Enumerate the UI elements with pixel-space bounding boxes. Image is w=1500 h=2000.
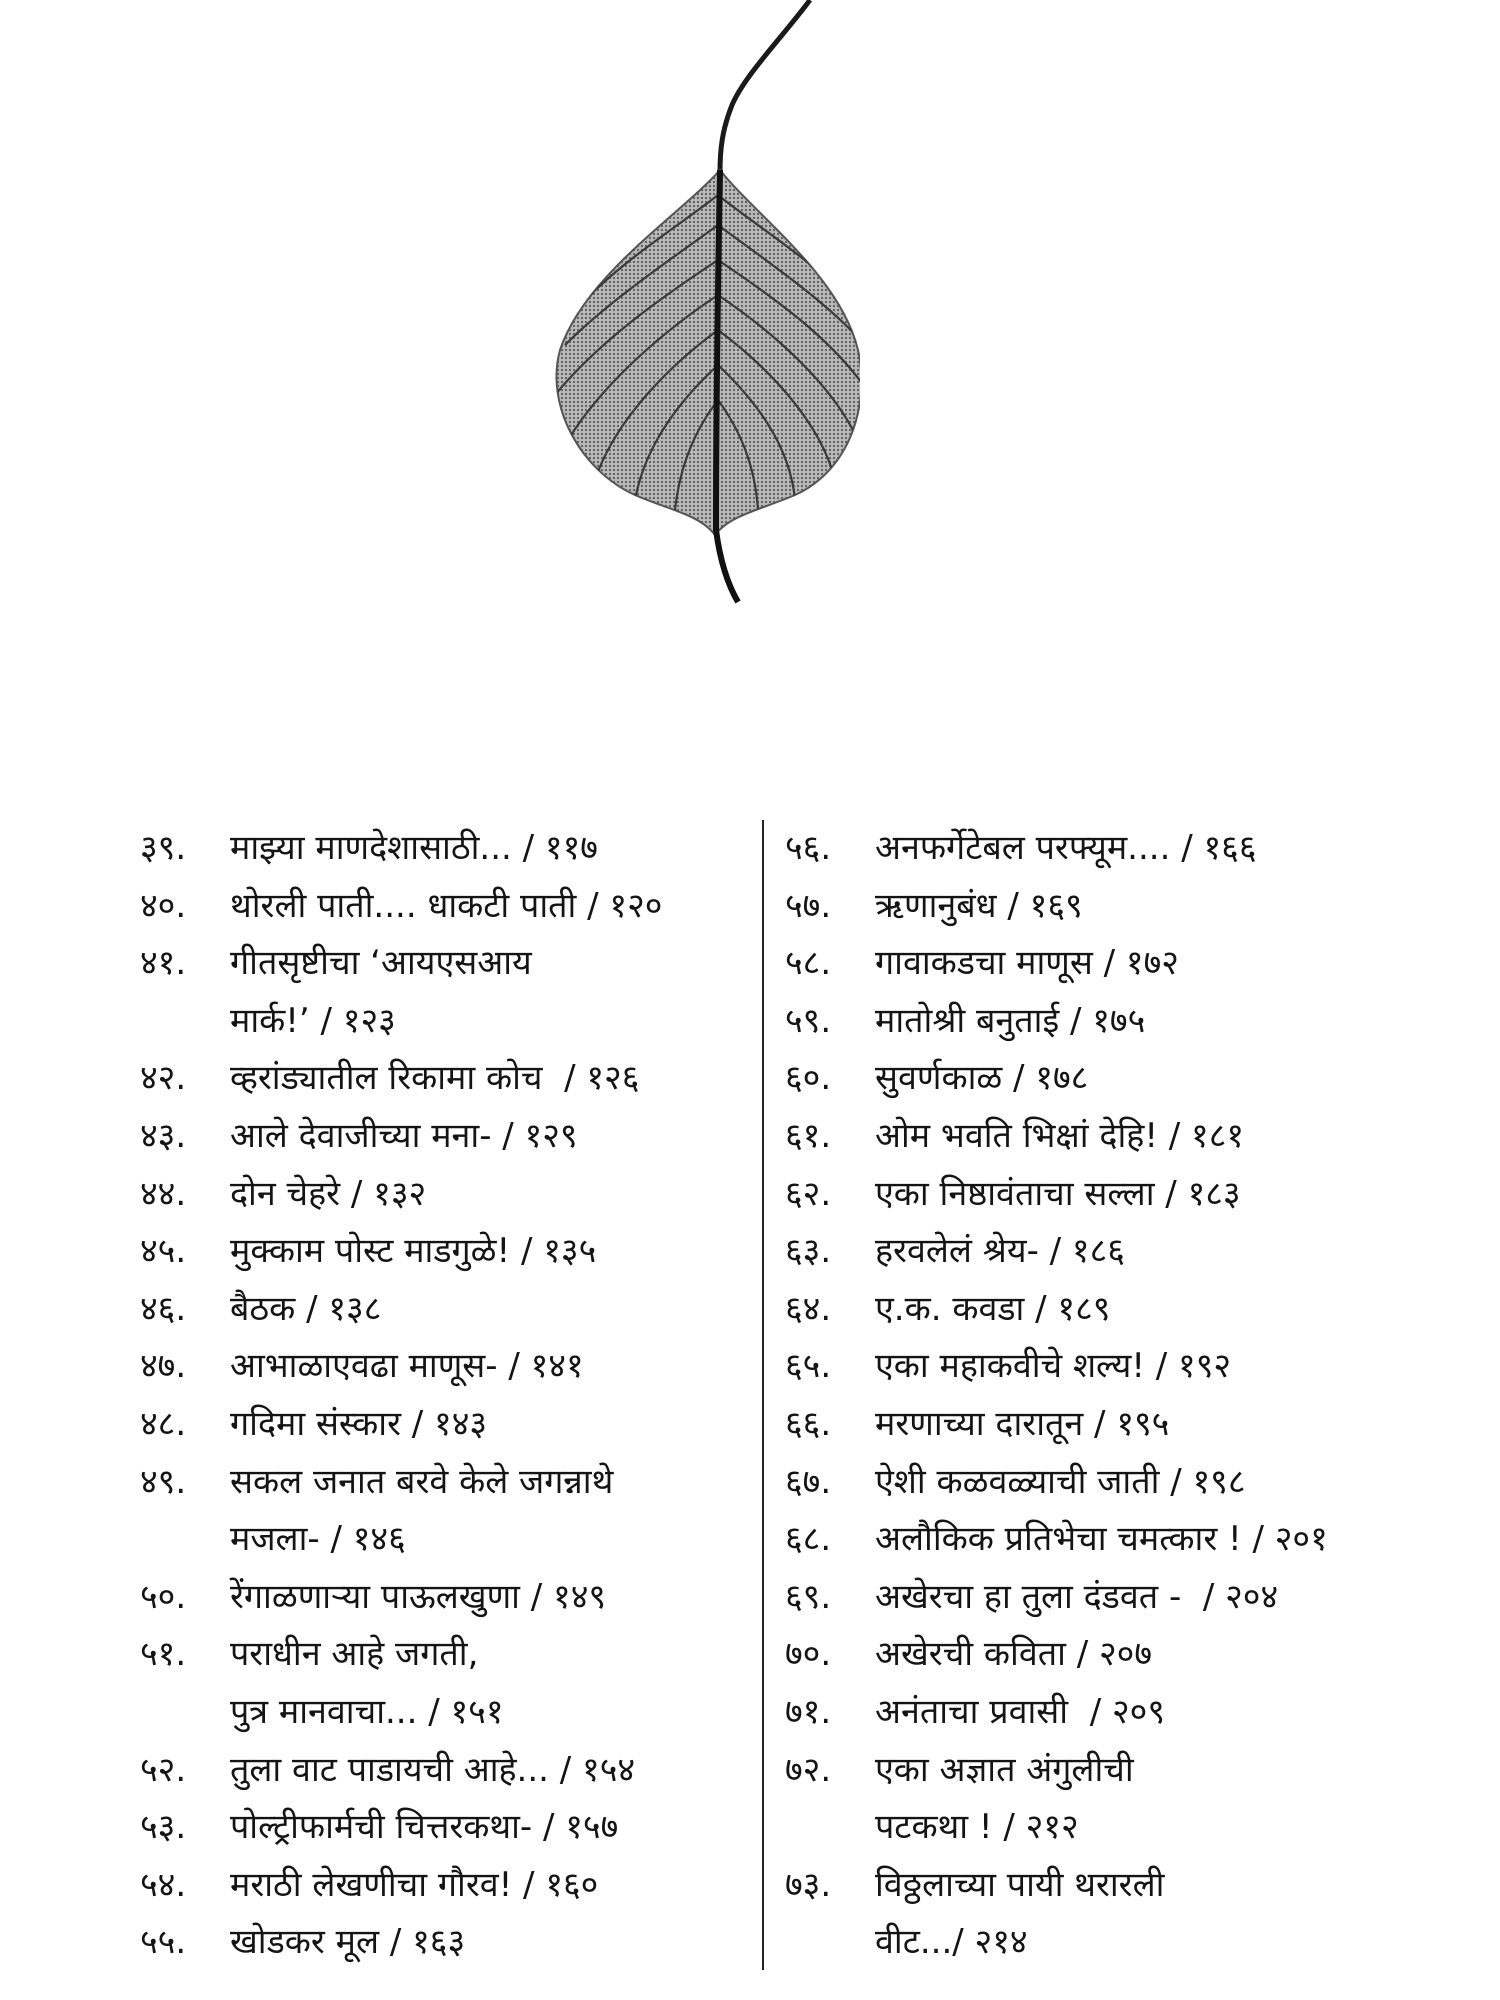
entry-title: मुक्काम पोस्ट माडगुळे! / १३५ — [230, 1231, 597, 1272]
entry-number: ४९. — [140, 1461, 187, 1502]
entry-title: एका महाकवीचे शल्य! / १९२ — [875, 1346, 1232, 1387]
entry-title: अखेरची कविता / २०७ — [875, 1634, 1153, 1675]
entry-number: ५५. — [140, 1922, 187, 1963]
entry-number: ४१. — [140, 943, 187, 984]
toc-entry[interactable] — [140, 1338, 750, 1396]
toc-entry[interactable] — [140, 1914, 750, 1972]
toc-entry[interactable] — [785, 1684, 1405, 1742]
toc-entry[interactable] — [140, 1569, 750, 1627]
entry-title: थोरली पाती.... धाकटी पाती / १२० — [230, 885, 663, 926]
entry-title: गीतसृष्टीचा ‘आयएसआय — [230, 943, 532, 984]
entry-title: ओम भवति भिक्षां देहि! / १८१ — [875, 1115, 1245, 1156]
entry-number: ६९. — [785, 1576, 832, 1617]
entry-number: ५८. — [785, 943, 832, 984]
toc-entry[interactable] — [785, 1108, 1405, 1166]
toc-left-column — [140, 820, 750, 1972]
entry-number: ४७. — [140, 1346, 187, 1387]
entry-number: ३९. — [140, 828, 187, 868]
entry-title: हरवलेलं श्रेय- / १८६ — [875, 1231, 1125, 1272]
entry-number: ५३. — [140, 1807, 187, 1848]
toc-entry-continuation[interactable] — [785, 1914, 1405, 1972]
entry-title: मराठी लेखणीचा गौरव! / १६० — [230, 1864, 599, 1905]
toc-entry[interactable] — [785, 935, 1405, 993]
toc-entry[interactable] — [785, 820, 1405, 878]
leaf-illustration — [540, 0, 860, 620]
toc-entry[interactable] — [785, 1223, 1405, 1281]
entry-title: सुवर्णकाळ / १७८ — [875, 1058, 1089, 1099]
toc-entry-continuation[interactable] — [785, 1799, 1405, 1857]
toc-entry[interactable] — [140, 1799, 750, 1857]
entry-number: ४८. — [140, 1403, 187, 1444]
entry-number: ४३. — [140, 1115, 187, 1156]
entry-number: ६७. — [785, 1461, 832, 1502]
entry-number: ६२. — [785, 1173, 832, 1214]
entry-number: ७२. — [785, 1749, 832, 1790]
entry-title: अनफर्गेटेबल परफ्यूम.... / १६६ — [875, 828, 1257, 868]
toc-entry[interactable] — [785, 1511, 1405, 1569]
entry-title: पोल्ट्रीफार्मची चित्तरकथा- / १५७ — [230, 1807, 619, 1848]
entry-title: अनंताचा प्रवासी / २०९ — [875, 1691, 1165, 1732]
toc-entry[interactable] — [140, 1166, 750, 1224]
toc-entry[interactable] — [140, 1281, 750, 1339]
entry-title-continuation: वीट.../ २१४ — [875, 1922, 1028, 1963]
entry-number: ६०. — [785, 1058, 832, 1099]
toc-entry[interactable] — [785, 878, 1405, 936]
entry-number: ६१. — [785, 1115, 832, 1156]
toc-entry-continuation[interactable] — [140, 993, 750, 1051]
toc-entry[interactable] — [140, 1223, 750, 1281]
entry-number: ५२. — [140, 1749, 187, 1790]
entry-title: सकल जनात बरवे केले जगन्नाथे — [230, 1461, 614, 1502]
entry-number: ४४. — [140, 1173, 187, 1214]
entry-number: ४०. — [140, 885, 187, 926]
toc-entry[interactable] — [785, 1050, 1405, 1108]
entry-title: अलौकिक प्रतिभेचा चमत्कार ! / २०१ — [875, 1519, 1328, 1560]
toc-entry[interactable] — [140, 1108, 750, 1166]
entry-title: रेंगाळणाऱ्या पाऊलखुणा / १४९ — [230, 1576, 607, 1617]
toc-entry[interactable] — [785, 1338, 1405, 1396]
entry-title-continuation: मार्क!’ / १२३ — [230, 1000, 396, 1041]
entry-title-continuation: पुत्र मानवाचा... / १५१ — [230, 1691, 504, 1732]
toc-entry[interactable] — [785, 1166, 1405, 1224]
entry-title: माझ्या माणदेशासाठी... / ११७ — [230, 828, 598, 868]
toc-entry[interactable] — [785, 1742, 1405, 1800]
entry-title-continuation: मजला- / १४६ — [230, 1519, 406, 1560]
entry-number: ५४. — [140, 1864, 187, 1905]
entry-title: ऐशी कळवळ्याची जाती / १९८ — [875, 1461, 1246, 1502]
entry-number: ५९. — [785, 1000, 832, 1041]
toc-entry[interactable] — [785, 1626, 1405, 1684]
entry-title: व्हरांड्यातील रिकामा कोच / १२६ — [230, 1058, 640, 1099]
entry-number: ६४. — [785, 1288, 832, 1329]
entry-number: ४५. — [140, 1231, 187, 1272]
entry-title: एका अज्ञात अंगुलीची — [875, 1749, 1134, 1790]
entry-title: दोन चेहरे / १३२ — [230, 1173, 427, 1214]
entry-number: ५०. — [140, 1576, 187, 1617]
toc-entry[interactable] — [785, 1569, 1405, 1627]
entry-number: ५१. — [140, 1634, 187, 1675]
entry-title: मातोश्री बनुताई / १७५ — [875, 1000, 1146, 1041]
toc-entry[interactable] — [140, 1454, 750, 1512]
entry-number: ६६. — [785, 1403, 832, 1444]
toc-entry[interactable] — [785, 1396, 1405, 1454]
entry-number: ६५. — [785, 1346, 832, 1387]
entry-title: तुला वाट पाडायची आहे... / १५४ — [230, 1749, 636, 1790]
entry-title: गदिमा संस्कार / १४३ — [230, 1403, 488, 1444]
entry-title: खोडकर मूल / १६३ — [230, 1922, 466, 1963]
entry-title: विठ्ठलाच्या पायी थरारली — [875, 1864, 1165, 1905]
entry-number: ४६. — [140, 1288, 187, 1329]
toc-entry[interactable] — [140, 1050, 750, 1108]
toc-entry[interactable] — [140, 1396, 750, 1454]
entry-title: पराधीन आहे जगती, — [230, 1634, 479, 1675]
toc-entry[interactable] — [140, 1742, 750, 1800]
entry-title-continuation: पटकथा ! / २१२ — [875, 1807, 1079, 1848]
entry-number: ७१. — [785, 1691, 832, 1732]
entry-title: बैठक / १३८ — [230, 1288, 382, 1329]
entry-number: ४२. — [140, 1058, 187, 1099]
entry-title: आभाळाएवढा माणूस- / १४१ — [230, 1346, 584, 1387]
toc-entry[interactable] — [785, 1857, 1405, 1915]
entry-number: ७३. — [785, 1864, 832, 1905]
toc-entry[interactable] — [140, 820, 750, 878]
entry-title: अखेरचा हा तुला दंडवत - / २०४ — [875, 1576, 1279, 1617]
entry-title: आले देवाजीच्या मना- / १२९ — [230, 1115, 578, 1156]
toc-right-column — [785, 820, 1405, 1972]
entry-title: एका निष्ठावंताचा सल्ला / १८३ — [875, 1173, 1241, 1214]
toc-entry[interactable] — [140, 1857, 750, 1915]
entry-number: ६८. — [785, 1519, 832, 1560]
toc-entry[interactable] — [785, 993, 1405, 1051]
entry-number: ७०. — [785, 1634, 832, 1675]
toc-entry[interactable] — [140, 935, 750, 993]
toc-entry[interactable] — [140, 878, 750, 936]
toc-entry-continuation[interactable] — [140, 1684, 750, 1742]
toc-entry[interactable] — [140, 1626, 750, 1684]
toc-entry-continuation[interactable] — [140, 1511, 750, 1569]
entry-title: ऋणानुबंध / १६९ — [875, 885, 1083, 926]
entry-number: ५७. — [785, 885, 832, 926]
entry-title: मरणाच्या दारातून / १९५ — [875, 1403, 1170, 1444]
toc-entry[interactable] — [785, 1281, 1405, 1339]
column-divider — [762, 820, 764, 1970]
entry-number: ६३. — [785, 1231, 832, 1272]
entry-number: ५६. — [785, 828, 832, 868]
entry-title: गावाकडचा माणूस / १७२ — [875, 943, 1179, 984]
toc-entry[interactable] — [785, 1454, 1405, 1512]
entry-title: ए.क. कवडा / १८९ — [875, 1288, 1111, 1329]
